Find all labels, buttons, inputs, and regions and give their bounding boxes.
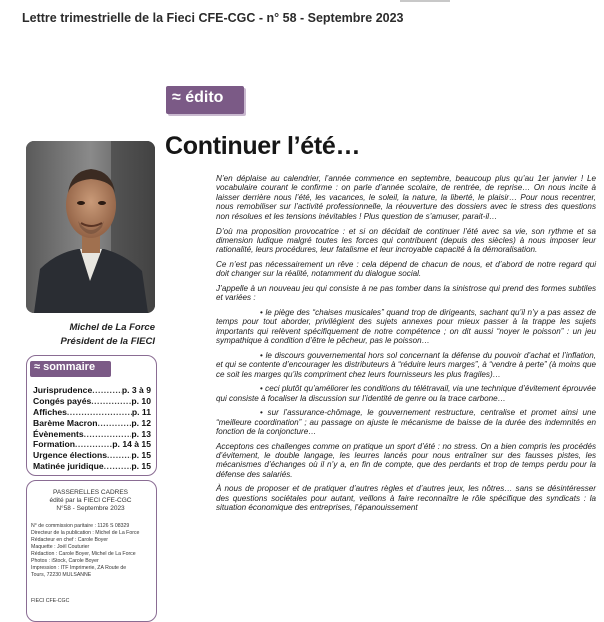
credit-line: Directeur de la publication : Michel de La Force bbox=[31, 530, 140, 536]
toc-item[interactable]: Matinée juridique ..... p. 15 bbox=[33, 461, 151, 472]
bullet-paragraph: • sur l’assurance-chômage, le gouvernement restructure, centralise et promet ainsi une “meilleure coordination” ; au passage on ajuste le mécanisme de baisse de la durée des indemnités en fonction de la conjoncture… bbox=[216, 408, 596, 436]
credit-line: Rédaction : Carole Boyer, Michel de La Force bbox=[31, 551, 136, 557]
toc-item[interactable]: Barème Macron ..... p. 12 bbox=[33, 418, 151, 429]
portrait-image bbox=[26, 141, 155, 313]
sommaire-tab bbox=[30, 361, 111, 377]
table-of-contents bbox=[33, 385, 151, 472]
paragraph: D’où ma proposition provocatrice : et si on décidait de continuer l’été avec sa vie, son rythme et sa dimension ludique malgré toutes les forces qui contribuent (depuis des siècles) à nous imposer leur rationalité, leurs procédures, leur fatalisme et leur incroyable capacité à la démoralisation. bbox=[216, 226, 596, 255]
editorial-body bbox=[216, 174, 596, 518]
caption-role: Président de la FIECI bbox=[60, 336, 155, 347]
toc-item[interactable]: Affiches ..... p. 11 bbox=[33, 407, 151, 418]
toc-item[interactable]: Urgence élections ..... p. 15 bbox=[33, 450, 151, 461]
portrait-photo bbox=[26, 141, 155, 313]
edito-tag bbox=[166, 86, 244, 114]
toc-leader bbox=[67, 407, 132, 418]
credit-line: Impression : ITF Imprimerie, ZA Route de bbox=[31, 565, 127, 571]
paragraph: N’en déplaise au calendrier, l’année commence en septembre, beaucoup plus qu’au 1er janvier ! Le vocabulaire courant le confirme : on parle d’année scolaire, de rentrée, de reprise… On nous incite à laisser derrière nous l’été, les vacances, le soleil, la nature, la liberté, le plaisir… Pour nous recentrer, nous remobiliser sur l’activité professionnelle, la réouverture des dossiers avec le stress des questions non résolues et les tensions inévitables ! Plus question de s’amuser, parait-il… bbox=[216, 174, 596, 221]
credit-line: Rédacteur en chef : Carole Boyer bbox=[31, 537, 108, 543]
toc-leader bbox=[91, 396, 131, 407]
paragraph: Acceptons ces challenges comme on pratique un sport d’été : no stress. On a bien compris les procédés d’évitement, le double langage, les leurres lancés pour nous entraîner sur des fausses pistes, les mécanismes d’échanges où il n’y a, en fin de compte, que des perdants et trop de temps perdu pour la défense des salariés. bbox=[216, 441, 596, 479]
bullet-paragraph: • ceci plutôt qu’améliorer les conditions du télétravail, via une technique d’évitement éprouvée qui consiste à focaliser la discussion sur l’identité de genre ou la trace carbone… bbox=[216, 384, 596, 403]
toc-item[interactable]: Formation ..... p. 14 à 15 bbox=[33, 439, 151, 450]
toc-leader bbox=[97, 418, 131, 429]
page-title: Continuer l’été… bbox=[165, 132, 361, 160]
toc-leader bbox=[84, 429, 132, 440]
toc-leader bbox=[75, 439, 112, 450]
paragraph: J’appelle à un nouveau jeu qui consiste à ne pas tomber dans la sinistrose qui prend des formes subtiles et variées : bbox=[216, 283, 596, 303]
colophon-publisher: édité par la FIECI CFE-CGC bbox=[49, 497, 132, 504]
credit-line: N° de commission paritaire : 1126 S 08329 bbox=[31, 523, 130, 529]
credit-line: Maquette : Joël Couturier bbox=[31, 544, 90, 550]
caption-name: Michel de La Force bbox=[69, 322, 155, 333]
credit-line: Photos : iStock, Carole Boyer bbox=[31, 558, 99, 564]
paragraph: À nous de proposer et de pratiquer d’autres règles et d’autres jeux, les nôtres… sans se désintéresser des questions sociétales pour autant, veillons à faire reconnaître le rôle spécifique des syndicats : la situation économique des entreprises, l’épanouissement bbox=[216, 484, 596, 513]
photo-caption bbox=[26, 321, 155, 349]
bullet-paragraph: • le piège des “chaises musicales” quand trop de dirigeants, sachant qu’il n’y a pas assez de temps pour tout aborder, privilégient des sujets annexes pour mieux passer à la trappe les sujets importants qui relèvent spécifiquement de notre compétence ; on dit aussi “noyer le poisson” : un jeu sympathique à condition d’être le pêcheur, pas le poisson… bbox=[216, 308, 596, 346]
colophon-header bbox=[26, 489, 155, 513]
colophon-title: PASSERELLES CADRES bbox=[52, 489, 129, 496]
sommaire-title: ≈ sommaire bbox=[34, 361, 96, 373]
credit-line: Tours, 72230 MULSANNE bbox=[31, 572, 92, 578]
toc-leader bbox=[92, 385, 122, 396]
toc-item[interactable]: Jurisprudence ..... p. 3 à 9 bbox=[33, 385, 151, 396]
toc-item[interactable]: Congés payés ..... p. 10 bbox=[33, 396, 151, 407]
toc-leader bbox=[104, 461, 132, 472]
colophon-credits bbox=[31, 523, 155, 579]
issue-line: Lettre trimestrielle de la Fieci CFE-CGC - n° 58 - Septembre 2023 bbox=[22, 11, 404, 25]
edito-tag-label: ≈ édito bbox=[172, 89, 224, 106]
bullet-paragraph: • le discours gouvernemental hors sol concernant la défense du pouvoir d’achat et l’inflation, et qui se contente d’encourager les distributeurs à “réduire leurs marges”, à “vendre à perte” (à moins que ce soit les marges qu’ils compriment chez leurs fournisseurs les plus fragiles)… bbox=[216, 351, 596, 379]
masthead-fragment bbox=[400, 0, 450, 2]
colophon-issue: N°58 - Septembre 2023 bbox=[56, 505, 125, 512]
toc-item[interactable]: Évènements ..... p. 13 bbox=[33, 429, 151, 440]
toc-leader bbox=[107, 450, 131, 461]
paragraph: Ce n’est pas nécessairement un rêve : cela dépend de chacun de nous, et d’abord de notre regard qui doit changer sur la réalité, notamment du dialogue social. bbox=[216, 259, 596, 279]
colophon-footer: FIECI CFE-CGC bbox=[31, 598, 70, 604]
masthead-strip bbox=[0, 0, 604, 8]
